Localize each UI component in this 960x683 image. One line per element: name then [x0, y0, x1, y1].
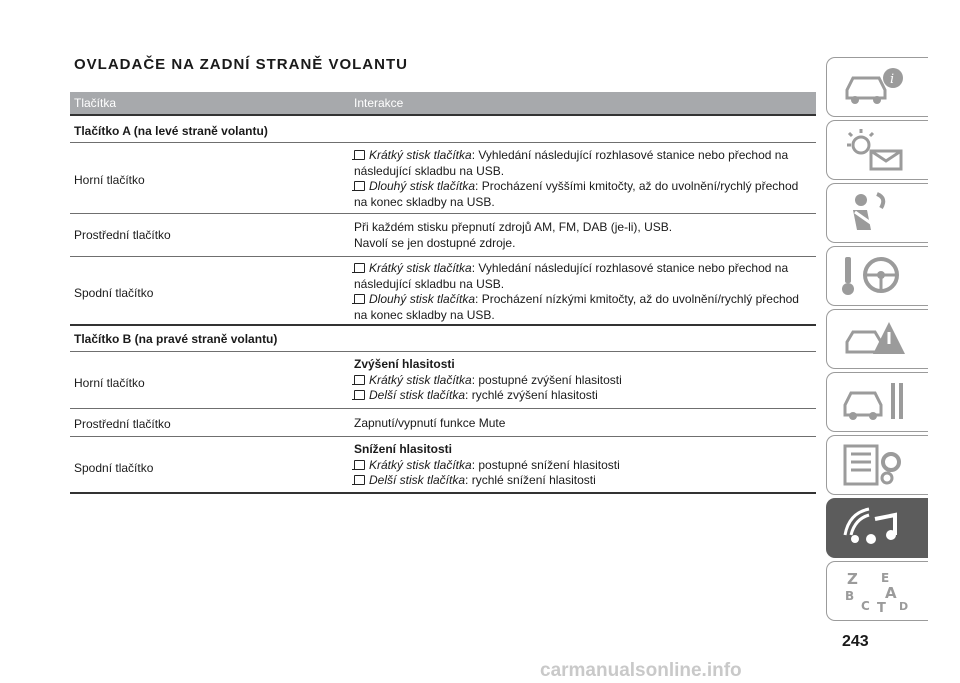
page-number: 243: [842, 633, 869, 650]
checkbox-bullet-icon: [354, 390, 365, 400]
technical-data-icon: [841, 442, 911, 488]
watermark: carmanualsonline.info: [540, 660, 742, 681]
row-label: Horní tlačítko: [74, 376, 145, 390]
row-divider: [70, 142, 816, 143]
tab-multimedia[interactable]: [826, 498, 928, 558]
car-info-icon: [841, 64, 911, 110]
row-interaction: Zvýšení hlasitosti Krátký stisk tlačítka: postupné zvýšení hlasitosti Delší stisk tlačítka: rychlé zvýšení hlasitosti: [354, 357, 809, 404]
column-header-interaction: Interakce: [354, 96, 404, 110]
header-rule: [70, 114, 816, 116]
svg-text:C: C: [861, 599, 870, 613]
tab-emergency[interactable]: [826, 309, 928, 369]
checkbox-bullet-icon: [354, 181, 365, 191]
list-item: Dlouhý stisk tlačítka: Procházení nízkými kmitočty, až do uvolnění/rychlý přechod na konec skladby na USB.: [354, 292, 799, 322]
key-steering-wheel-icon: [841, 253, 911, 299]
table-bottom-rule: [70, 492, 816, 494]
airbag-seat-icon: [841, 190, 911, 236]
row-label: Prostřední tlačítko: [74, 417, 171, 431]
svg-text:A: A: [885, 584, 897, 602]
list-item: Krátký stisk tlačítka: Vyhledání následující rozhlasové stanice nebo přechod na následující skladbu na USB.: [354, 261, 789, 291]
section-a-title: Tlačítko A (na levé straně volantu): [74, 124, 268, 138]
list-item: Krátký stisk tlačítka: postupné snížení hlasitosti: [354, 458, 809, 474]
checkbox-bullet-icon: [354, 150, 365, 160]
row-interaction: [354, 148, 809, 210]
list-item: Krátký stisk tlačítka: Vyhledání následující rozhlasové stanice nebo přechod na následující skladbu na USB.: [354, 148, 789, 178]
tab-index[interactable]: [826, 561, 928, 621]
table-header: [70, 92, 816, 114]
svg-text:Z: Z: [847, 570, 858, 588]
row-divider: [70, 436, 816, 437]
svg-text:i: i: [890, 72, 895, 87]
tab-technical-data[interactable]: [826, 435, 928, 495]
car-maintenance-icon: [841, 379, 911, 425]
column-header-buttons: Tlačítka: [74, 96, 117, 110]
svg-text:E: E: [881, 571, 890, 585]
row-divider: [70, 351, 816, 352]
svg-text:T: T: [877, 601, 886, 614]
list-item: Delší stisk tlačítka: rychlé snížení hlasitosti: [354, 473, 809, 489]
tab-safety[interactable]: [826, 183, 928, 243]
section-b-title: Tlačítko B (na pravé straně volantu): [74, 332, 278, 346]
row-interaction: Zapnutí/vypnutí funkce Mute: [354, 416, 506, 430]
row-divider: [70, 213, 816, 214]
tab-maintenance[interactable]: [826, 372, 928, 432]
list-item: Dlouhý stisk tlačítka: Procházení vyššími kmitočty, až do uvolnění/rychlý přechod na konec skladby na USB.: [354, 179, 799, 209]
list-item: Delší stisk tlačítka: rychlé zvýšení hlasitosti: [354, 388, 809, 404]
tab-car-info[interactable]: [826, 57, 928, 117]
checkbox-bullet-icon: [354, 263, 365, 273]
row-label: Spodní tlačítko: [74, 461, 154, 475]
row-interaction: Snížení hlasitosti Krátký stisk tlačítka: postupné snížení hlasitosti Delší stisk tlačítka: rychlé snížení hlasitosti: [354, 442, 809, 489]
svg-text:D: D: [899, 600, 909, 613]
multimedia-icon: [841, 505, 911, 551]
tab-starting-driving[interactable]: [826, 246, 928, 306]
alphabetical-index-icon: [841, 568, 911, 614]
checkbox-bullet-icon: [354, 294, 365, 304]
page-title: OVLADAČE NA ZADNÍ STRANĚ VOLANTU: [74, 56, 408, 73]
row-divider: [70, 256, 816, 257]
row-interaction: Při každém stisku přepnutí zdrojů AM, FM, DAB (je-li), USB. Navolí se jen dostupné zdroje.: [354, 220, 673, 250]
warning-lights-icon: [841, 127, 911, 173]
checkbox-bullet-icon: [354, 475, 365, 485]
row-label: Prostřední tlačítko: [74, 228, 171, 242]
checkbox-bullet-icon: [354, 460, 365, 470]
section-rule: [70, 324, 816, 326]
row-divider: [70, 408, 816, 409]
svg-text:B: B: [845, 589, 855, 603]
list-item: Krátký stisk tlačítka: postupné zvýšení hlasitosti: [354, 373, 809, 389]
tab-warning-lights[interactable]: [826, 120, 928, 180]
breakdown-triangle-icon: [841, 316, 911, 362]
row-label: Horní tlačítko: [74, 173, 145, 187]
checkbox-bullet-icon: [354, 375, 365, 385]
row-label: Spodní tlačítko: [74, 286, 154, 300]
row-interaction: [354, 261, 809, 323]
